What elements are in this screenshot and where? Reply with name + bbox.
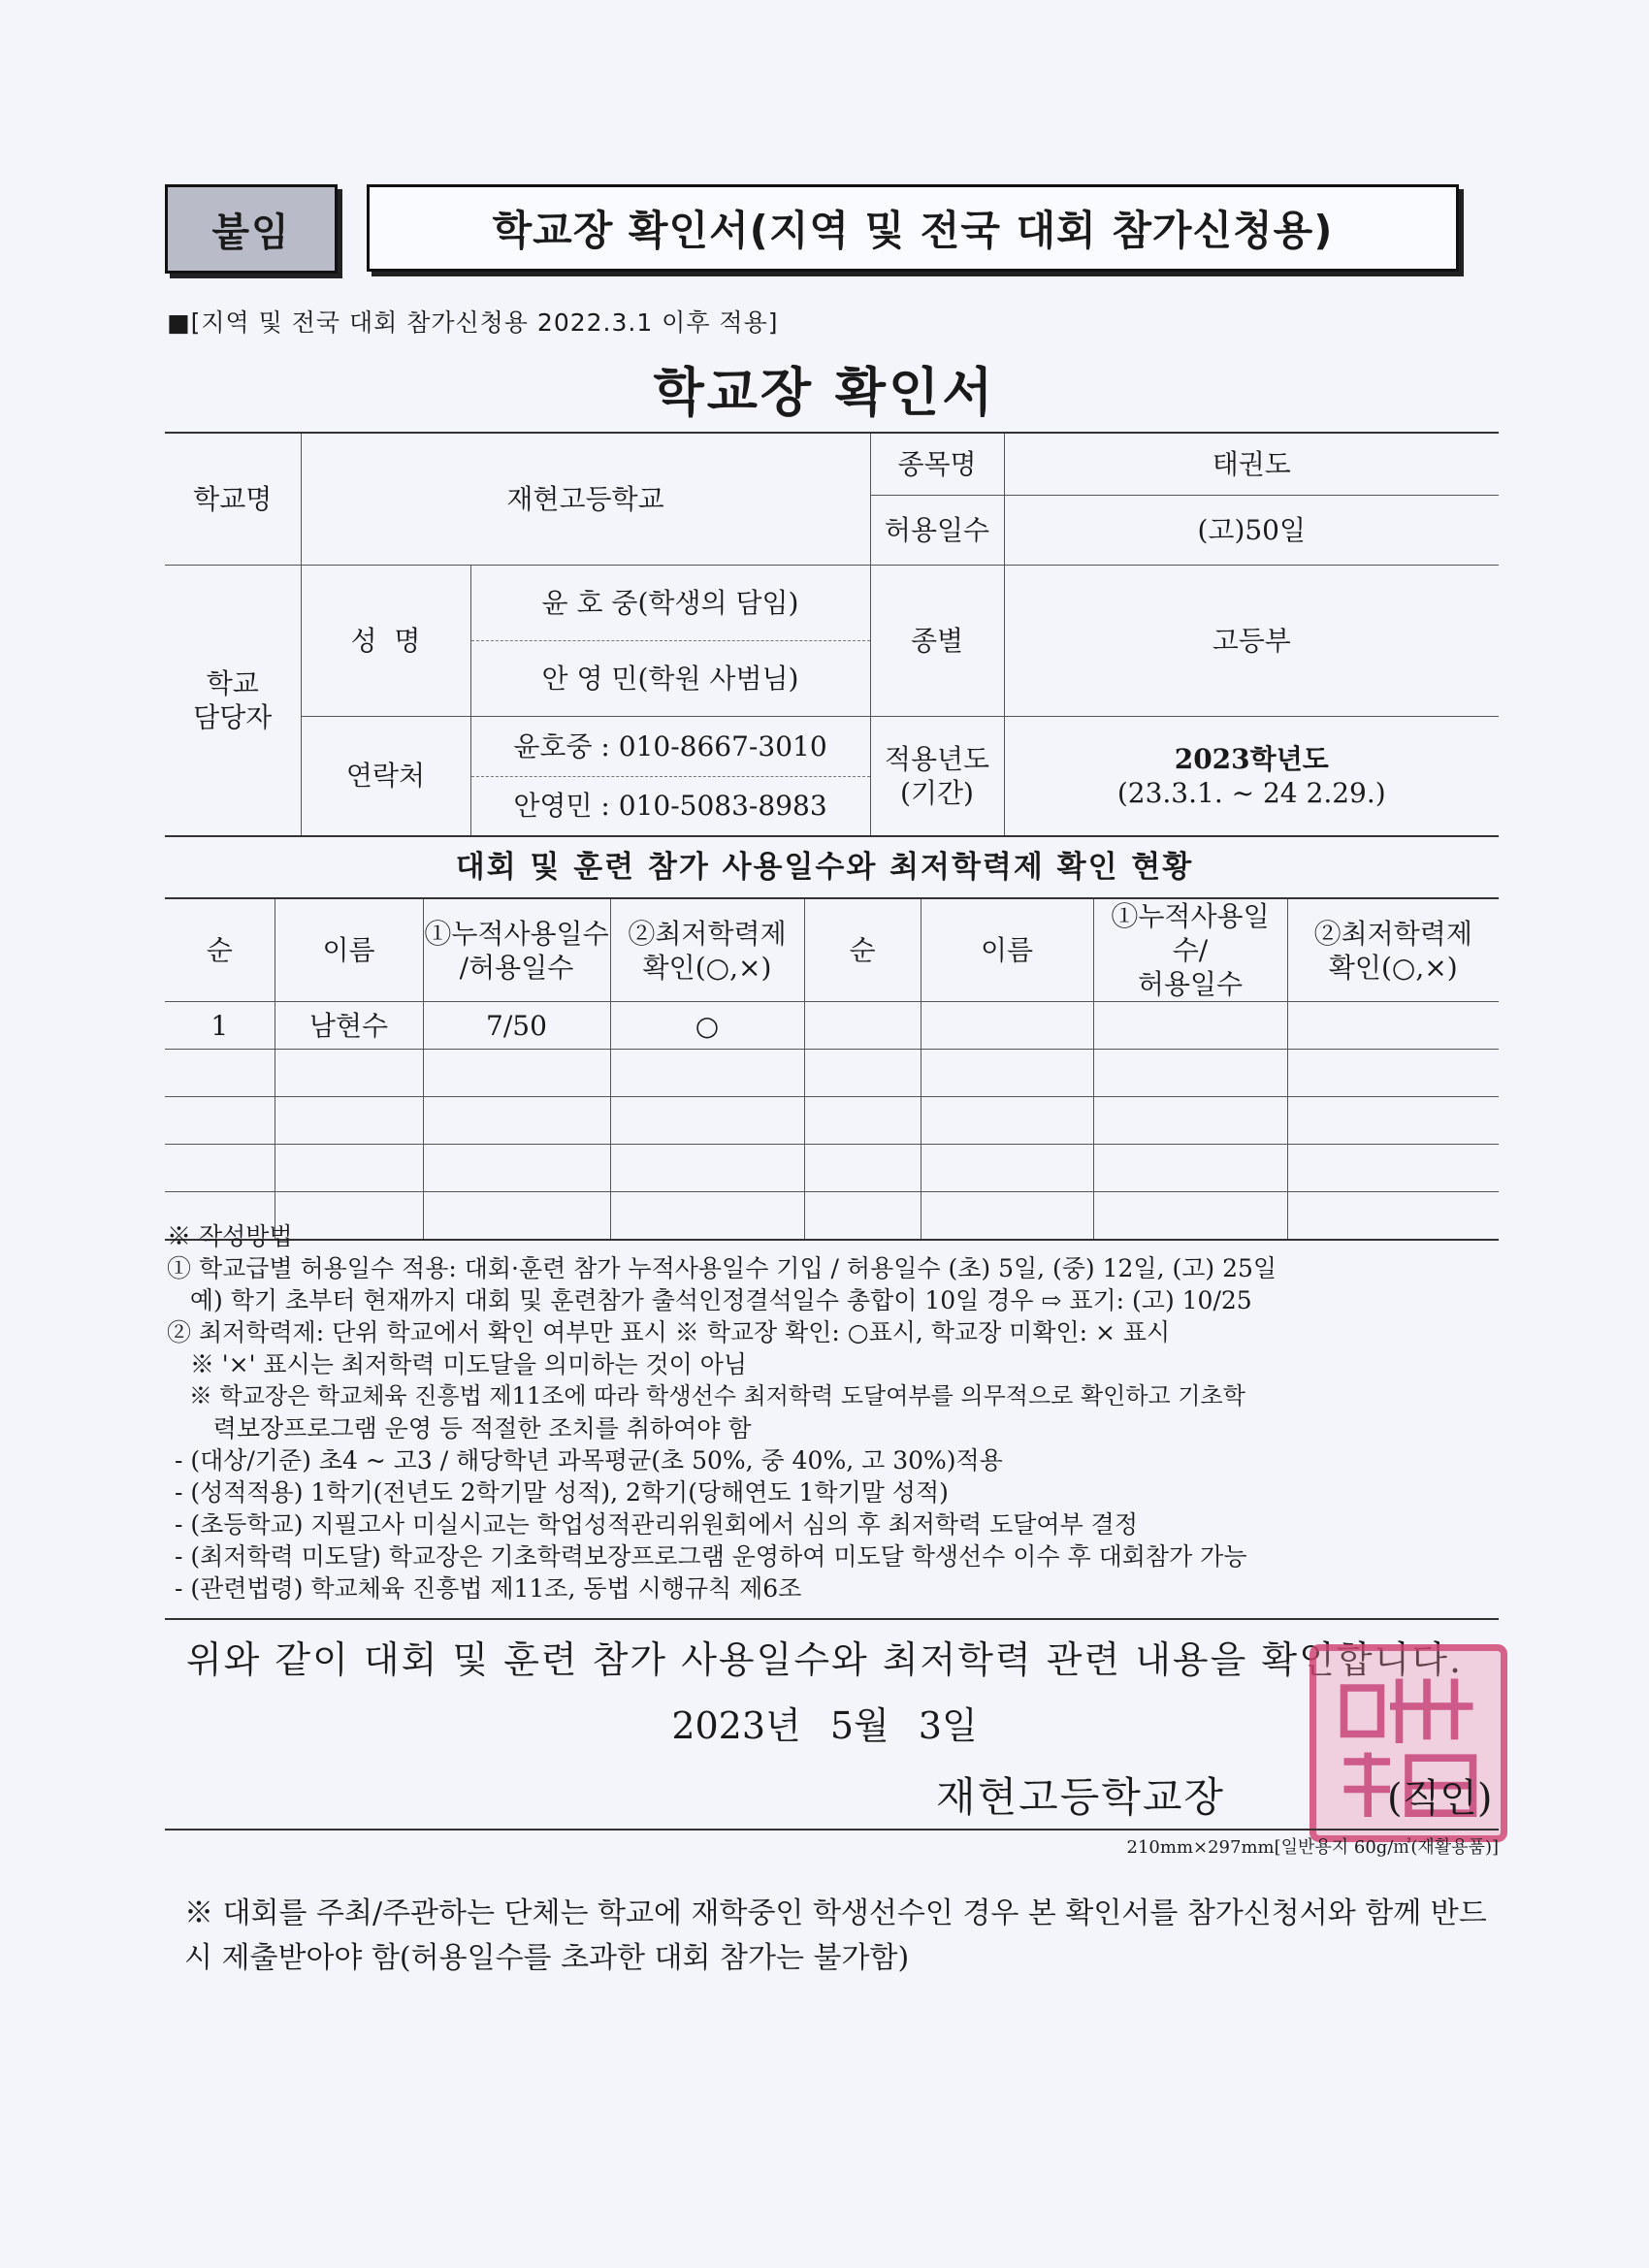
contact-phone-2: 안영민 : 010-5083-8983 bbox=[470, 776, 870, 836]
instruction-line: - (성적적용) 1학기(전년도 2학기말 성적), 2학기(당해연도 1학기말 성적) bbox=[167, 1478, 949, 1507]
confirmation-statement: 위와 같이 대회 및 훈련 참가 사용일수와 최저학력 관련 내용을 확인합니다. bbox=[185, 1638, 1464, 1681]
event-value: 태권도 bbox=[1004, 433, 1499, 495]
division-label: 종별 bbox=[870, 565, 1004, 716]
year-value: 2023학년도 bbox=[1174, 742, 1329, 775]
cell bbox=[804, 1097, 921, 1145]
cell bbox=[165, 1097, 275, 1145]
allowed-days-value: (고)50일 bbox=[1004, 495, 1499, 565]
contact-phone-1: 윤호중 : 010-8667-3010 bbox=[470, 716, 870, 776]
cell bbox=[610, 1050, 804, 1097]
instruction-line: ※ 작성방법 bbox=[167, 1222, 293, 1250]
header-seq-1: 순 bbox=[165, 898, 275, 1002]
cell bbox=[921, 1097, 1093, 1145]
cell bbox=[275, 1097, 423, 1145]
cell bbox=[804, 1002, 921, 1050]
cell bbox=[165, 1145, 275, 1192]
cell bbox=[1093, 1050, 1287, 1097]
header-academic-2: ②최저학력제 확인(○,×) bbox=[1287, 898, 1499, 1002]
usage-table bbox=[165, 897, 1499, 1241]
divider bbox=[165, 1829, 1499, 1831]
seal-label: (직인) bbox=[1387, 1776, 1493, 1821]
usage-section-title: 대회 및 훈련 참가 사용일수와 최저학력제 확인 현황 bbox=[455, 850, 1194, 885]
cell bbox=[1287, 1145, 1499, 1192]
usage-row bbox=[165, 1097, 1499, 1145]
cell bbox=[921, 1050, 1093, 1097]
instruction-line: ① 학교급별 허용일수 적용: 대회·훈련 참가 누적사용일수 기입 / 허용일수 (초) 5일, (중) 12일, (고) 25일 bbox=[167, 1254, 1277, 1282]
instruction-line: 력보장프로그램 운영 등 적절한 조치를 취하여야 함 bbox=[167, 1414, 752, 1442]
cell bbox=[423, 1050, 610, 1097]
cell: 7/50 bbox=[423, 1002, 610, 1050]
cell bbox=[275, 1050, 423, 1097]
year-cell bbox=[1004, 716, 1499, 836]
attachment-tag: 붙임 bbox=[165, 184, 338, 274]
name-label: 성 명 bbox=[301, 565, 470, 716]
usage-row bbox=[165, 1050, 1499, 1097]
instruction-line: - (최저학력 미도달) 학교장은 기초학력보장프로그램 운영하여 미도달 학생선수 이수 후 대회참가 가능 bbox=[167, 1542, 1247, 1571]
instruction-line: ※ 학교장은 학교체육 진흥법 제11조에 따라 학생선수 최저학력 도달여부를 의무적으로 확인하고 기초학 bbox=[167, 1382, 1245, 1409]
year-label: 적용년도 (기간) bbox=[870, 716, 1004, 836]
header-days-2: ①누적사용일수/ 허용일수 bbox=[1093, 898, 1287, 1002]
cell bbox=[610, 1097, 804, 1145]
cell bbox=[1093, 1097, 1287, 1145]
cell bbox=[1093, 1002, 1287, 1050]
header-name-1: 이름 bbox=[275, 898, 423, 1002]
contact-name-2: 안 영 민(학원 사범님) bbox=[470, 640, 870, 716]
applicability-note: ■[지역 및 전국 대회 참가신청용 2022.3.1 이후 적용] bbox=[167, 308, 779, 337]
paper-spec: 210mm×297mm[일반용지 60g/㎡(재활용품)] bbox=[1126, 1837, 1499, 1858]
instructions bbox=[167, 1220, 1505, 1604]
instruction-line: ※ '×' 표시는 최저학력 미도달을 의미하는 것이 아님 bbox=[167, 1350, 748, 1378]
contact-person-label: 학교 담당자 bbox=[165, 565, 301, 836]
info-table bbox=[165, 432, 1499, 837]
cell bbox=[275, 1145, 423, 1192]
footnote: ※ 대회를 주최/주관하는 단체는 학교에 재학중인 학생선수인 경우 본 확인서를 참가신청서와 함께 반드시 제출받아야 함(허용일수를 초과한 대회 참가는 불가함) bbox=[184, 1896, 1487, 1975]
cell bbox=[165, 1050, 275, 1097]
principal-name: 재현고등학교장 bbox=[936, 1773, 1226, 1821]
instruction-line: ② 최저학력제: 단위 학교에서 확인 여부만 표시 ※ 학교장 확인: ○표시, 학교장 미확인: × 표시 bbox=[167, 1318, 1171, 1346]
header-title: 학교장 확인서(지역 및 전국 대회 참가신청용) bbox=[367, 184, 1459, 272]
header-seq-2: 순 bbox=[804, 898, 921, 1002]
issue-date: 2023년 5월 3일 bbox=[671, 1704, 978, 1747]
cell: ○ bbox=[610, 1002, 804, 1050]
header-academic-1: ②최저학력제 확인(○,×) bbox=[610, 898, 804, 1002]
school-name-label: 학교명 bbox=[165, 433, 301, 565]
instruction-line: - (대상/기준) 초4 ~ 고3 / 해당학년 과목평균(초 50%, 중 40%, 고 30%)적용 bbox=[167, 1446, 1003, 1474]
contact-name-1: 윤 호 중(학생의 담임) bbox=[470, 565, 870, 640]
instruction-line: - (초등학교) 지필고사 미실시교는 학업성적관리위원회에서 심의 후 최저학력 도달여부 결정 bbox=[167, 1510, 1138, 1539]
usage-row bbox=[165, 1002, 1499, 1050]
header-name-2: 이름 bbox=[921, 898, 1093, 1002]
cell bbox=[921, 1002, 1093, 1050]
instruction-line: - (관련법령) 학교체육 진흥법 제11조, 동법 시행규칙 제6조 bbox=[167, 1574, 802, 1603]
event-label: 종목명 bbox=[870, 433, 1004, 495]
divider bbox=[165, 1618, 1499, 1620]
cell bbox=[610, 1145, 804, 1192]
cell bbox=[1287, 1050, 1499, 1097]
usage-row bbox=[165, 1145, 1499, 1192]
document-title: 학교장 확인서 bbox=[653, 362, 996, 423]
cell bbox=[1093, 1145, 1287, 1192]
school-name-value: 재현고등학교 bbox=[301, 433, 870, 565]
cell bbox=[1287, 1002, 1499, 1050]
year-period: (23.3.1. ~ 24 2.29.) bbox=[1116, 776, 1386, 809]
cell bbox=[1287, 1097, 1499, 1145]
cell bbox=[423, 1145, 610, 1192]
cell bbox=[921, 1145, 1093, 1192]
cell: 1 bbox=[165, 1002, 275, 1050]
cell bbox=[423, 1097, 610, 1145]
allowed-days-label: 허용일수 bbox=[870, 495, 1004, 565]
instruction-line: 예) 학기 초부터 현재까지 대회 및 훈련참가 출석인정결석일수 총합이 10일 경우 ⇨ 표기: (고) 10/25 bbox=[167, 1286, 1252, 1314]
contact-label: 연락처 bbox=[301, 716, 470, 836]
cell bbox=[804, 1145, 921, 1192]
header-days-1: ①누적사용일수 /허용일수 bbox=[423, 898, 610, 1002]
division-value: 고등부 bbox=[1004, 565, 1499, 716]
cell bbox=[804, 1050, 921, 1097]
cell: 남현수 bbox=[275, 1002, 423, 1050]
